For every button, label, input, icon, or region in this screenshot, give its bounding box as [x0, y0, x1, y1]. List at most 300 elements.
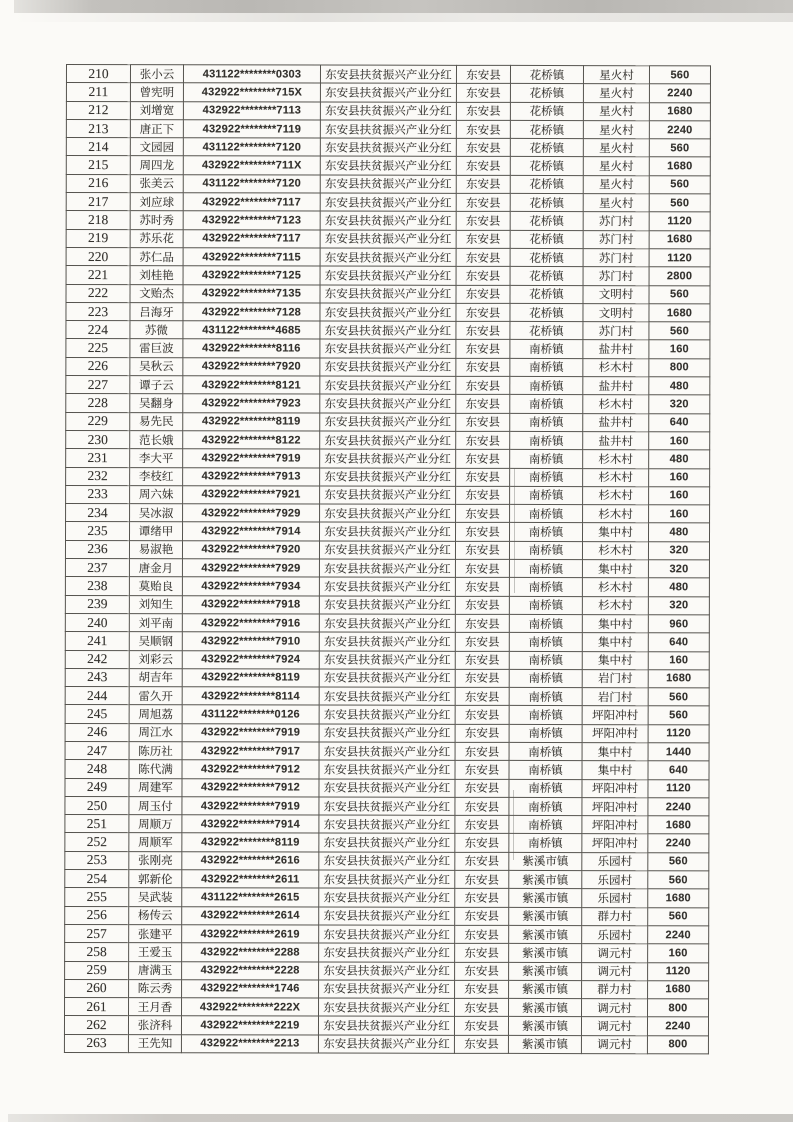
- cell-id: 432922********7914: [183, 522, 320, 541]
- cell-amount: 640: [648, 633, 709, 651]
- cell-amount: 560: [649, 194, 710, 212]
- cell-no: 233: [66, 485, 130, 503]
- cell-name: 唐正下: [130, 120, 183, 138]
- cell-amount: 160: [648, 651, 709, 669]
- cell-town: 紫溪市镇: [509, 999, 582, 1017]
- cell-name: 周顺军: [129, 833, 182, 851]
- cell-amount: 560: [649, 285, 710, 303]
- cell-town: 南桥镇: [509, 761, 582, 779]
- cell-project: 东安县扶贫振兴产业分红: [320, 157, 456, 176]
- cell-amount: 320: [648, 541, 709, 559]
- cell-no: 252: [65, 833, 129, 851]
- cell-no: 245: [65, 705, 129, 723]
- cell-project: 东安县扶贫振兴产业分红: [320, 211, 456, 230]
- cell-amount: 1440: [648, 743, 709, 761]
- table-row: [65, 613, 709, 633]
- cell-village: 调元村: [582, 962, 648, 980]
- cell-amount: 560: [649, 66, 710, 84]
- cell-county: 东安县: [455, 687, 509, 705]
- cell-id: 432922********7910: [182, 632, 319, 651]
- table-row: [66, 357, 710, 377]
- cell-county: 东安县: [455, 596, 509, 614]
- cell-county: 东安县: [456, 175, 510, 193]
- table-row: [66, 138, 710, 158]
- cell-village: 文明村: [583, 303, 649, 321]
- cell-project: 东安县扶贫振兴产业分红: [319, 559, 455, 578]
- table-row: [65, 924, 709, 944]
- cell-town: 花桥镇: [510, 139, 583, 157]
- cell-village: 乐园村: [582, 889, 648, 907]
- table-row: [66, 467, 710, 487]
- cell-county: 东安县: [456, 340, 510, 358]
- cell-name: 刘平南: [129, 614, 182, 632]
- cell-town: 紫溪市镇: [509, 962, 582, 980]
- cell-town: 南桥镇: [509, 724, 582, 742]
- table-row: [66, 449, 710, 469]
- cell-amount: 1680: [649, 230, 710, 248]
- cell-village: 苏门村: [583, 230, 649, 248]
- cell-amount: 960: [648, 615, 709, 633]
- cell-town: 花桥镇: [510, 322, 583, 340]
- cell-no: 225: [66, 339, 130, 357]
- cell-amount: 160: [649, 432, 710, 450]
- scan-artifact-line: [514, 468, 515, 593]
- cell-project: 东安县扶贫振兴产业分红: [319, 815, 455, 834]
- cell-county: 东安县: [455, 980, 509, 998]
- cell-no: 218: [66, 211, 130, 229]
- cell-amount: 2240: [648, 926, 709, 944]
- cell-no: 240: [65, 613, 129, 631]
- cell-id: 432922********7113: [183, 101, 320, 120]
- cell-town: 南桥镇: [509, 541, 582, 559]
- cell-amount: 1120: [648, 962, 709, 980]
- cell-name: 吕海牙: [130, 302, 183, 320]
- cell-town: 南桥镇: [510, 450, 583, 468]
- cell-village: 杉木村: [583, 505, 649, 523]
- table-row: [66, 321, 710, 341]
- cell-id: 431122********2615: [182, 888, 319, 907]
- cell-no: 231: [66, 449, 130, 467]
- cell-id: 432922********8116: [183, 339, 320, 358]
- cell-county: 东安县: [456, 193, 510, 211]
- table-row: [65, 650, 709, 670]
- table-row: [66, 522, 710, 542]
- cell-project: 东安县扶贫振兴产业分红: [320, 266, 456, 285]
- cell-village: 星火村: [583, 139, 649, 157]
- cell-amount: 160: [649, 505, 710, 523]
- cell-id: 432922********2619: [182, 925, 319, 944]
- cell-no: 251: [65, 815, 129, 833]
- table-row: [66, 119, 710, 139]
- cell-id: 432922********7920: [183, 357, 320, 376]
- cell-name: 刘应球: [130, 193, 183, 211]
- cell-project: 东安县扶贫振兴产业分红: [319, 962, 455, 981]
- cell-town: 紫溪市镇: [509, 889, 582, 907]
- scanner-edge-top-shadow: [14, 13, 793, 22]
- cell-id: 431122********0303: [183, 65, 320, 84]
- cell-id: 431122********7120: [183, 175, 320, 194]
- cell-village: 调元村: [581, 1017, 647, 1035]
- cell-name: 吴翻身: [130, 394, 183, 412]
- cell-town: 南桥镇: [510, 395, 583, 413]
- cell-project: 东安县扶贫振兴产业分红: [319, 852, 455, 871]
- table-row: [66, 174, 710, 194]
- cell-amount: 1120: [649, 249, 710, 267]
- cell-county: 东安县: [455, 669, 509, 687]
- cell-id: 432922********7117: [183, 193, 320, 212]
- cell-id: 432922********8119: [182, 669, 319, 688]
- cell-town: 花桥镇: [510, 267, 583, 285]
- cell-no: 228: [66, 394, 130, 412]
- cell-county: 东安县: [454, 1017, 508, 1035]
- table-row: [66, 339, 710, 359]
- cell-name: 张小云: [130, 65, 183, 83]
- cell-id: 432922********2228: [182, 961, 319, 980]
- cell-project: 东安县扶贫振兴产业分红: [320, 339, 456, 358]
- cell-no: 229: [66, 412, 130, 430]
- cell-no: 213: [66, 119, 130, 137]
- cell-town: 南桥镇: [509, 779, 582, 797]
- cell-village: 苏门村: [583, 212, 649, 230]
- cell-town: 南桥镇: [510, 340, 583, 358]
- cell-name: 刘知生: [129, 595, 182, 613]
- cell-amount: 2240: [648, 798, 709, 816]
- cell-town: 花桥镇: [510, 65, 583, 83]
- cell-county: 东安县: [455, 944, 509, 962]
- cell-town: 南桥镇: [509, 797, 582, 815]
- cell-village: 岩门村: [582, 688, 648, 706]
- cell-village: 杉木村: [583, 486, 649, 504]
- cell-name: 周顺万: [129, 815, 182, 833]
- cell-amount: 160: [648, 944, 709, 962]
- cell-id: 432922********2213: [181, 1034, 318, 1053]
- cell-id: 432922********7934: [182, 577, 319, 596]
- cell-county: 东安县: [455, 925, 509, 943]
- cell-id: 431122********4685: [183, 321, 320, 340]
- cell-name: 刘彩云: [129, 650, 182, 668]
- cell-no: 260: [65, 979, 129, 997]
- cell-project: 东安县扶贫振兴产业分红: [319, 742, 455, 761]
- cell-town: 南桥镇: [509, 669, 582, 687]
- cell-amount: 640: [649, 413, 710, 431]
- cell-county: 东安县: [456, 65, 510, 83]
- cell-amount: 560: [648, 706, 709, 724]
- cell-village: 盐井村: [583, 432, 649, 450]
- table-row: [65, 577, 709, 597]
- cell-name: 王爱玉: [129, 943, 182, 961]
- cell-county: 东安县: [455, 614, 509, 632]
- scanner-edge-bottom: [8, 1114, 793, 1122]
- cell-name: 易先民: [130, 412, 183, 430]
- cell-id: 432922********7917: [182, 742, 319, 761]
- cell-project: 东安县扶贫振兴产业分红: [319, 925, 455, 944]
- cell-county: 东安县: [456, 248, 510, 266]
- cell-county: 东安县: [455, 706, 509, 724]
- cell-no: 253: [65, 851, 129, 869]
- cell-name: 吴冰淑: [130, 504, 183, 522]
- cell-amount: 560: [648, 852, 709, 870]
- cell-town: 南桥镇: [510, 376, 583, 394]
- cell-village: 调元村: [581, 1035, 647, 1053]
- cell-county: 东安县: [455, 779, 509, 797]
- cell-village: 苏门村: [583, 267, 649, 285]
- cell-no: 243: [65, 668, 129, 686]
- cell-village: 乐园村: [582, 871, 648, 889]
- cell-village: 星火村: [583, 175, 649, 193]
- cell-name: 李大平: [130, 449, 183, 467]
- cell-no: 256: [65, 906, 129, 924]
- cell-project: 东安县扶贫振兴产业分红: [319, 888, 455, 907]
- cell-county: 东安县: [455, 870, 509, 888]
- cell-amount: 560: [649, 322, 710, 340]
- cell-village: 集中村: [582, 633, 648, 651]
- cell-id: 432922********8121: [183, 376, 320, 395]
- cell-county: 东安县: [456, 102, 510, 120]
- cell-county: 东安县: [455, 962, 509, 980]
- cell-county: 东安县: [455, 651, 509, 669]
- cell-county: 东安县: [455, 761, 509, 779]
- cell-county: 东安县: [456, 450, 510, 468]
- table-row: [65, 559, 709, 579]
- cell-village: 集中村: [582, 651, 648, 669]
- cell-id: 432922********711X: [183, 156, 320, 175]
- cell-project: 东安县扶贫振兴产业分红: [319, 779, 455, 798]
- cell-town: 花桥镇: [510, 102, 583, 120]
- cell-project: 东安县扶贫振兴产业分红: [319, 705, 455, 724]
- cell-amount: 1680: [649, 102, 710, 120]
- cell-name: 文贻杰: [130, 284, 183, 302]
- cell-project: 东安县扶贫振兴产业分红: [320, 376, 456, 395]
- table-row: [65, 796, 709, 816]
- cell-county: 东安县: [455, 559, 509, 577]
- cell-project: 东安县扶贫振兴产业分红: [319, 614, 455, 633]
- cell-amount: 1120: [648, 724, 709, 742]
- cell-amount: 2240: [649, 84, 710, 102]
- cell-county: 东安县: [456, 504, 510, 522]
- cell-village: 杉木村: [583, 395, 649, 413]
- cell-name: 周旭荔: [129, 705, 182, 723]
- cell-amount: 1680: [649, 157, 710, 175]
- cell-amount: 2240: [649, 121, 710, 139]
- cell-village: 坪阳冲村: [582, 797, 648, 815]
- cell-no: 216: [66, 174, 130, 192]
- cell-project: 东安县扶贫振兴产业分红: [319, 651, 455, 670]
- cell-project: 东安县扶贫振兴产业分红: [319, 834, 455, 853]
- cell-no: 249: [65, 778, 129, 796]
- cell-village: 星火村: [583, 102, 649, 120]
- cell-village: 星火村: [583, 194, 649, 212]
- cell-project: 东安县扶贫振兴产业分红: [320, 431, 456, 450]
- cell-project: 东安县扶贫振兴产业分红: [319, 943, 455, 962]
- cell-no: 224: [66, 321, 130, 339]
- cell-village: 杉木村: [583, 358, 649, 376]
- table-row: [66, 430, 710, 450]
- cell-town: 花桥镇: [510, 212, 583, 230]
- cell-amount: 320: [649, 395, 710, 413]
- cell-county: 东安县: [455, 834, 509, 852]
- cell-project: 东安县扶贫振兴产业分红: [320, 285, 456, 304]
- cell-no: 226: [66, 357, 130, 375]
- cell-town: 紫溪市镇: [509, 870, 582, 888]
- cell-town: 花桥镇: [510, 120, 583, 138]
- cell-amount: 320: [648, 560, 709, 578]
- cell-town: 南桥镇: [509, 596, 582, 614]
- cell-county: 东安县: [455, 724, 509, 742]
- cell-project: 东安县扶贫振兴产业分红: [319, 687, 455, 706]
- cell-id: 432922********7920: [182, 540, 319, 559]
- cell-name: 王先知: [128, 1034, 181, 1052]
- cell-name: 苏乐花: [130, 229, 183, 247]
- table-row: [65, 815, 709, 835]
- cell-village: 苏门村: [583, 322, 649, 340]
- cell-project: 东安县扶贫振兴产业分红: [319, 980, 455, 999]
- cell-no: 234: [66, 504, 130, 522]
- cell-no: 211: [66, 83, 130, 101]
- cell-village: 岩门村: [582, 669, 648, 687]
- cell-no: 223: [66, 302, 130, 320]
- table-row: [65, 833, 709, 853]
- table-row: [66, 211, 710, 231]
- cell-no: 239: [65, 595, 129, 613]
- cell-project: 东安县扶贫振兴产业分红: [319, 724, 455, 743]
- table-row: [66, 65, 710, 85]
- cell-amount: 560: [649, 139, 710, 157]
- cell-town: 花桥镇: [510, 230, 583, 248]
- cell-amount: 1680: [648, 670, 709, 688]
- cell-no: 219: [66, 229, 130, 247]
- cell-village: 集中村: [582, 761, 648, 779]
- cell-name: 张美云: [130, 174, 183, 192]
- table-row: [66, 266, 710, 286]
- cell-county: 东安县: [455, 742, 509, 760]
- cell-id: 432922********7135: [183, 284, 320, 303]
- cell-amount: 560: [648, 871, 709, 889]
- cell-name: 周六妹: [130, 485, 183, 503]
- table-row: [64, 1034, 708, 1054]
- cell-amount: 1680: [648, 889, 709, 907]
- cell-town: 花桥镇: [510, 285, 583, 303]
- cell-village: 坪阳冲村: [582, 779, 648, 797]
- cell-amount: 480: [648, 578, 709, 596]
- cell-name: 陈历社: [129, 742, 182, 760]
- cell-name: 周玉付: [129, 797, 182, 815]
- cell-no: 237: [65, 559, 129, 577]
- cell-amount: 560: [648, 907, 709, 925]
- cell-no: 210: [66, 65, 130, 83]
- cell-name: 唐金月: [129, 559, 182, 577]
- cell-village: 星火村: [583, 157, 649, 175]
- cell-village: 盐井村: [583, 377, 649, 395]
- cell-project: 东安县扶贫振兴产业分红: [318, 1016, 454, 1035]
- cell-town: 南桥镇: [509, 706, 582, 724]
- cell-id: 432922********7117: [183, 229, 320, 248]
- table-body: [64, 65, 710, 1054]
- cell-no: 263: [64, 1034, 128, 1052]
- cell-no: 220: [66, 247, 130, 265]
- table-row: [65, 540, 709, 560]
- cell-amount: 2240: [648, 834, 709, 852]
- cell-county: 东安县: [456, 139, 510, 157]
- table-row: [65, 979, 709, 999]
- cell-id: 432922********7119: [183, 120, 320, 139]
- cell-town: 花桥镇: [510, 157, 583, 175]
- cell-name: 苏仁品: [130, 248, 183, 266]
- cell-village: 盐井村: [583, 413, 649, 431]
- cell-county: 东安县: [456, 303, 510, 321]
- cell-project: 东安县扶贫振兴产业分红: [319, 998, 455, 1017]
- cell-project: 东安县扶贫振兴产业分红: [320, 522, 456, 541]
- cell-name: 陈云秀: [129, 979, 182, 997]
- cell-town: 南桥镇: [509, 633, 582, 651]
- cell-village: 调元村: [582, 944, 648, 962]
- cell-amount: 160: [649, 487, 710, 505]
- cell-county: 东安县: [455, 998, 509, 1016]
- cell-county: 东安县: [455, 541, 509, 559]
- cell-no: 246: [65, 723, 129, 741]
- cell-name: 吴武装: [129, 888, 182, 906]
- cell-amount: 1680: [649, 304, 710, 322]
- cell-county: 东安县: [454, 1035, 508, 1053]
- table-row: [66, 83, 710, 103]
- table-row: [65, 687, 709, 707]
- cell-name: 雷久开: [129, 687, 182, 705]
- cell-project: 东安县扶贫振兴产业分红: [320, 230, 456, 249]
- cell-project: 东安县扶贫振兴产业分红: [320, 102, 456, 121]
- cell-town: 紫溪市镇: [509, 852, 582, 870]
- cell-no: 244: [65, 687, 129, 705]
- cell-id: 432922********715X: [183, 83, 320, 102]
- cell-name: 胡吉年: [129, 668, 182, 686]
- cell-village: 杉木村: [583, 450, 649, 468]
- cell-town: 南桥镇: [509, 834, 582, 852]
- cell-town: 南桥镇: [510, 358, 583, 376]
- cell-id: 432922********7913: [183, 467, 320, 486]
- cell-county: 东安县: [456, 468, 510, 486]
- cell-id: 432922********1746: [182, 980, 319, 999]
- cell-amount: 1680: [648, 816, 709, 834]
- cell-amount: 2800: [649, 267, 710, 285]
- cell-id: 432922********7918: [182, 595, 319, 614]
- cell-village: 群力村: [582, 907, 648, 925]
- cell-no: 248: [65, 760, 129, 778]
- cell-no: 236: [65, 540, 129, 558]
- cell-no: 214: [66, 138, 130, 156]
- cell-no: 215: [66, 156, 130, 174]
- cell-name: 陈代满: [129, 760, 182, 778]
- cell-no: 259: [65, 961, 129, 979]
- cell-project: 东安县扶贫振兴产业分红: [319, 870, 455, 889]
- cell-id: 432922********7125: [183, 266, 320, 285]
- cell-project: 东安县扶贫振兴产业分红: [320, 413, 456, 432]
- cell-town: 南桥镇: [509, 816, 582, 834]
- cell-no: 258: [65, 943, 129, 961]
- cell-no: 221: [66, 266, 130, 284]
- table-row: [66, 485, 710, 505]
- table-row: [66, 156, 710, 176]
- cell-name: 刘桂艳: [130, 266, 183, 284]
- cell-town: 花桥镇: [510, 194, 583, 212]
- cell-id: 432922********7929: [183, 504, 320, 523]
- cell-county: 东安县: [456, 321, 510, 339]
- cell-no: 232: [66, 467, 130, 485]
- cell-no: 222: [66, 284, 130, 302]
- cell-project: 东安县扶贫振兴产业分红: [320, 486, 456, 505]
- cell-project: 东安县扶贫振兴产业分红: [320, 358, 456, 377]
- cell-project: 东安县扶贫振兴产业分红: [319, 797, 455, 816]
- cell-project: 东安县扶贫振兴产业分红: [320, 175, 456, 194]
- cell-town: 花桥镇: [510, 303, 583, 321]
- cell-project: 东安县扶贫振兴产业分红: [318, 1035, 454, 1054]
